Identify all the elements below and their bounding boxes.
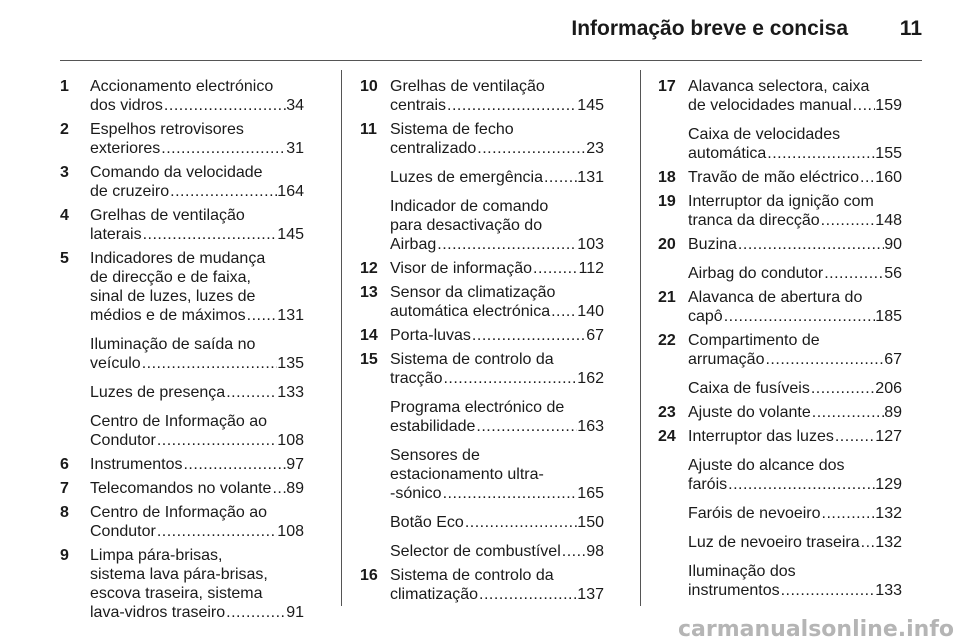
index-entry <box>60 455 304 474</box>
entry-last-line <box>688 379 902 398</box>
entry-text-line: Comando da velocidade <box>90 164 263 181</box>
entry-number: 16 <box>360 567 378 584</box>
entry-text-line: Luz de nevoeiro traseira <box>688 534 860 551</box>
entry-number: 8 <box>60 504 69 521</box>
entry-text-line: Compartimento de <box>688 332 820 349</box>
entry-last-line <box>688 533 902 552</box>
entry-text-line: automática <box>688 145 767 162</box>
entry-number: 3 <box>60 164 69 181</box>
entry-last-line <box>390 139 604 158</box>
index-entry <box>658 288 902 326</box>
entry-text-line: Sistema de fecho <box>390 121 514 138</box>
entry-text-line: de direcção e de faixa, <box>90 269 251 286</box>
entry-text-line: para desactivação do <box>390 217 543 234</box>
page-reference: 112 <box>578 260 604 277</box>
entry-text-line: Sensores de <box>390 447 480 464</box>
entry-last-line <box>90 139 304 158</box>
index-entry <box>658 331 902 369</box>
entry-text-line: Ajuste do volante <box>688 404 811 421</box>
entry-number: 2 <box>60 121 69 138</box>
leader-dots <box>860 533 876 552</box>
entry-text-line: Airbag <box>390 236 437 253</box>
entry-last-line <box>688 307 902 326</box>
index-entry <box>60 479 304 498</box>
entry-text-line: Sistema de controlo da <box>390 351 554 368</box>
index-entry <box>60 206 304 244</box>
leader-dots <box>225 603 286 622</box>
leader-dots <box>859 168 875 187</box>
entry-text-line: -sónico <box>390 485 442 502</box>
entry-text-line: Faróis de nevoeiro <box>688 505 821 522</box>
entry-last-line <box>390 542 604 561</box>
index-entry <box>360 513 604 532</box>
entry-number: 23 <box>658 404 676 421</box>
leader-dots <box>766 144 875 163</box>
entry-last-line <box>390 96 604 115</box>
leader-dots <box>442 369 577 388</box>
index-entry <box>658 168 902 187</box>
page-reference: 206 <box>875 380 902 397</box>
leader-dots <box>727 475 875 494</box>
entry-text-line: lava-vidros traseiro <box>90 604 226 621</box>
index-entry <box>360 259 604 278</box>
index-entry <box>60 249 304 325</box>
entry-text-line: Limpa pára-brisas, <box>90 547 223 564</box>
entry-last-line <box>390 484 604 503</box>
leader-dots <box>464 513 577 532</box>
entry-text-line: Ajuste do alcance dos <box>688 457 845 474</box>
entry-number: 9 <box>60 547 69 564</box>
leader-dots <box>246 306 278 325</box>
entry-text-line: capô <box>688 308 723 325</box>
entry-number: 21 <box>658 289 676 306</box>
page-reference: 23 <box>586 140 604 157</box>
entry-text-line: Grelhas de ventilação <box>390 78 545 95</box>
entry-text-line: Buzina <box>688 236 737 253</box>
entry-number: 18 <box>658 169 676 186</box>
entry-text-line: Condutor <box>90 432 156 449</box>
entry-number: 14 <box>360 327 378 344</box>
index-entry <box>60 163 304 201</box>
entry-text-line: Accionamento electrónico <box>90 78 274 95</box>
entry-text-line: automática electrónica <box>390 303 551 320</box>
entry-last-line <box>390 369 604 388</box>
entry-text-line: Interruptor das luzes <box>688 428 834 445</box>
entry-text-line: Centro de Informação ao <box>90 413 267 430</box>
page-reference: 135 <box>277 355 304 372</box>
page-reference: 150 <box>577 514 604 531</box>
entry-text-line: escova traseira, sistema <box>90 585 263 602</box>
entry-last-line <box>390 585 604 604</box>
entry-last-line <box>90 455 304 474</box>
entry-number: 15 <box>360 351 378 368</box>
index-entry <box>658 235 902 254</box>
entry-text-line: Programa electrónico de <box>390 399 565 416</box>
entry-last-line <box>688 211 902 230</box>
entry-text-line: Alavanca selectora, caixa <box>688 78 870 95</box>
index-entry <box>658 77 902 115</box>
index-entry <box>60 335 304 373</box>
leader-dots <box>446 96 577 115</box>
page-reference: 129 <box>875 476 902 493</box>
entry-text-line: Travão de mão eléctrico <box>688 169 860 186</box>
page-reference: 89 <box>286 480 304 497</box>
entry-last-line <box>688 264 902 283</box>
index-entry <box>60 546 304 622</box>
index-entry <box>658 264 902 283</box>
entry-last-line <box>90 383 304 402</box>
entry-number: 13 <box>360 284 378 301</box>
entry-text-line: Caixa de velocidades <box>688 126 841 143</box>
page-reference: 34 <box>286 97 304 114</box>
leader-dots <box>810 379 875 398</box>
page-number: 11 <box>899 17 922 40</box>
entry-text-line: Iluminação dos <box>688 563 796 580</box>
page-reference: 108 <box>277 432 304 449</box>
column-divider <box>341 70 342 606</box>
entry-text-line: Luzes de presença <box>90 384 226 401</box>
leader-dots <box>834 427 875 446</box>
index-column-1 <box>60 77 304 622</box>
index-entry <box>658 379 902 398</box>
entry-text-line: médios e de máximos <box>90 307 246 324</box>
entry-text-line: de velocidades manual <box>688 97 852 114</box>
page-reference: 98 <box>586 543 604 560</box>
leader-dots <box>182 455 286 474</box>
entry-text-line: veículo <box>90 355 141 372</box>
entry-text-line: estabilidade <box>390 418 476 435</box>
entry-last-line <box>688 504 902 523</box>
entry-last-line <box>90 603 304 622</box>
page-reference: 165 <box>577 485 604 502</box>
leader-dots <box>160 139 286 158</box>
page-reference: 133 <box>277 384 304 401</box>
index-entry <box>658 125 902 163</box>
leader-dots <box>780 581 876 600</box>
entry-number: 19 <box>658 193 676 210</box>
index-entry <box>60 412 304 450</box>
index-entry <box>360 398 604 436</box>
leader-dots <box>156 431 277 450</box>
index-entry <box>658 504 902 523</box>
index-entry <box>658 456 902 494</box>
entry-text-line: dos vidros <box>90 97 163 114</box>
page-reference: 90 <box>884 236 902 253</box>
leader-dots <box>737 235 884 254</box>
page-reference: 132 <box>875 534 902 551</box>
leader-dots <box>169 182 277 201</box>
entry-text-line: Espelhos retrovisores <box>90 121 244 138</box>
leader-dots <box>436 235 577 254</box>
page-reference: 131 <box>577 169 604 186</box>
entry-last-line <box>688 144 902 163</box>
page-reference: 103 <box>577 236 604 253</box>
leader-dots <box>156 522 277 541</box>
entry-last-line <box>390 513 604 532</box>
page-reference: 160 <box>875 169 902 186</box>
page-title: Informação breve e concisa <box>571 17 848 40</box>
index-entry <box>60 503 304 541</box>
index-entry <box>60 120 304 158</box>
entry-text-line: instrumentos <box>688 582 780 599</box>
leader-dots <box>478 585 577 604</box>
page-reference: 67 <box>884 351 902 368</box>
page-reference: 185 <box>875 308 902 325</box>
page-reference: 159 <box>875 97 902 114</box>
entry-text-line: Visor de informação <box>390 260 532 277</box>
leader-dots <box>811 403 884 422</box>
entry-text-line: arrumação <box>688 351 765 368</box>
entry-number: 17 <box>658 78 676 95</box>
index-entry <box>360 283 604 321</box>
index-entry <box>658 403 902 422</box>
entry-text-line: Centro de Informação ao <box>90 504 267 521</box>
entry-number: 12 <box>360 260 378 277</box>
index-entry <box>658 427 902 446</box>
entry-text-line: climatização <box>390 586 479 603</box>
index-entry <box>60 383 304 402</box>
entry-text-line: de cruzeiro <box>90 183 170 200</box>
leader-dots <box>471 326 586 345</box>
leader-dots <box>852 96 876 115</box>
entry-text-line: centrais <box>390 97 447 114</box>
entry-text-line: Telecomandos no volante <box>90 480 272 497</box>
entry-last-line <box>90 479 304 498</box>
page-reference: 162 <box>577 370 604 387</box>
entry-last-line <box>390 259 604 278</box>
leader-dots <box>475 417 577 436</box>
entry-text-line: Grelhas de ventilação <box>90 207 245 224</box>
entry-text-line: Porta-luvas <box>390 327 471 344</box>
index-entry <box>360 168 604 187</box>
entry-last-line <box>90 182 304 201</box>
entry-number: 7 <box>60 480 69 497</box>
page-reference: 133 <box>875 582 902 599</box>
page-reference: 108 <box>277 523 304 540</box>
leader-dots <box>561 542 586 561</box>
entry-text-line: Botão Eco <box>390 514 464 531</box>
entry-last-line <box>390 168 604 187</box>
index-entry <box>658 192 902 230</box>
watermark: carmanualsonline.info <box>678 617 954 642</box>
index-entry <box>360 326 604 345</box>
entry-text-line: Condutor <box>90 523 156 540</box>
index-entry <box>658 533 902 552</box>
page-reference: 89 <box>884 404 902 421</box>
entry-text-line: Alavanca de abertura do <box>688 289 863 306</box>
page-reference: 67 <box>586 327 604 344</box>
entry-text-line: Interruptor da ignição com <box>688 193 874 210</box>
header-rule <box>60 60 922 61</box>
leader-dots <box>823 264 884 283</box>
index-entry <box>360 197 604 254</box>
leader-dots <box>163 96 286 115</box>
entry-text-line: Caixa de fusíveis <box>688 380 810 397</box>
page-reference: 145 <box>577 97 604 114</box>
leader-dots <box>442 484 578 503</box>
entry-text-line: Iluminação de saída no <box>90 336 256 353</box>
entry-number: 20 <box>658 236 676 253</box>
entry-last-line <box>390 417 604 436</box>
leader-dots <box>550 302 577 321</box>
leader-dots <box>543 168 577 187</box>
entry-text-line: Indicador de comando <box>390 198 549 215</box>
index-entry <box>360 566 604 604</box>
leader-dots <box>723 307 876 326</box>
index-entry <box>360 542 604 561</box>
column-divider <box>640 70 641 606</box>
page-reference: 148 <box>875 212 902 229</box>
entry-last-line <box>688 403 902 422</box>
entry-text-line: exteriores <box>90 140 161 157</box>
page-reference: 131 <box>277 307 304 324</box>
page-reference: 56 <box>884 265 902 282</box>
leader-dots <box>225 383 277 402</box>
page-header <box>0 0 960 60</box>
page-reference: 31 <box>286 140 304 157</box>
entry-number: 22 <box>658 332 676 349</box>
entry-number: 1 <box>60 78 69 95</box>
index-column-3 <box>658 77 902 600</box>
entry-number: 6 <box>60 456 69 473</box>
page-reference: 163 <box>577 418 604 435</box>
entry-text-line: estacionamento ultra- <box>390 466 544 483</box>
entry-text-line: Sistema de controlo da <box>390 567 554 584</box>
entry-text-line: Sensor da climatização <box>390 284 556 301</box>
leader-dots <box>820 211 876 230</box>
entry-last-line <box>688 168 902 187</box>
leader-dots <box>476 139 586 158</box>
entry-number: 11 <box>360 121 377 138</box>
index-column-2 <box>360 77 604 604</box>
page-reference: 91 <box>286 604 304 621</box>
entry-number: 5 <box>60 250 69 267</box>
leader-dots <box>821 504 876 523</box>
entry-last-line <box>688 350 902 369</box>
entry-last-line <box>90 431 304 450</box>
entry-last-line <box>390 326 604 345</box>
page-reference: 137 <box>577 586 604 603</box>
entry-last-line <box>90 225 304 244</box>
page-reference: 97 <box>286 456 304 473</box>
entry-last-line <box>688 235 902 254</box>
entry-text-line: centralizado <box>390 140 477 157</box>
entry-text-line: sistema lava pára-brisas, <box>90 566 268 583</box>
index-entry <box>60 77 304 115</box>
entry-number: 4 <box>60 207 69 224</box>
entry-text-line: sinal de luzes, luzes de <box>90 288 256 305</box>
page-reference: 155 <box>875 145 902 162</box>
entry-last-line <box>90 306 304 325</box>
index-entry <box>360 446 604 503</box>
entry-text-line: tranca da direcção <box>688 212 820 229</box>
entry-last-line <box>90 522 304 541</box>
entry-text-line: Airbag do condutor <box>688 265 824 282</box>
entry-text-line: Luzes de emergência <box>390 169 543 186</box>
entry-last-line <box>688 475 902 494</box>
entry-text-line: Instrumentos <box>90 456 183 473</box>
entry-last-line <box>688 581 902 600</box>
entry-text-line: Indicadores de mudança <box>90 250 266 267</box>
entry-last-line <box>90 354 304 373</box>
index-entry <box>360 350 604 388</box>
entry-text-line: faróis <box>688 476 728 493</box>
leader-dots <box>142 225 278 244</box>
page-reference: 132 <box>875 505 902 522</box>
entry-text-line: tracção <box>390 370 443 387</box>
page-reference: 140 <box>577 303 604 320</box>
entry-last-line <box>688 96 902 115</box>
leader-dots <box>271 479 286 498</box>
leader-dots <box>141 354 278 373</box>
entry-last-line <box>90 96 304 115</box>
page-reference: 145 <box>277 226 304 243</box>
index-entry <box>360 77 604 115</box>
page-reference: 127 <box>875 428 902 445</box>
entry-text-line: laterais <box>90 226 142 243</box>
leader-dots <box>764 350 884 369</box>
entry-last-line <box>390 235 604 254</box>
entry-number: 10 <box>360 78 378 95</box>
index-entry <box>658 562 902 600</box>
index-entry <box>360 120 604 158</box>
entry-number: 24 <box>658 428 676 445</box>
leader-dots <box>532 259 578 278</box>
entry-text-line: Selector de combustível <box>390 543 561 560</box>
entry-last-line <box>688 427 902 446</box>
page-reference: 164 <box>277 183 304 200</box>
entry-last-line <box>390 302 604 321</box>
